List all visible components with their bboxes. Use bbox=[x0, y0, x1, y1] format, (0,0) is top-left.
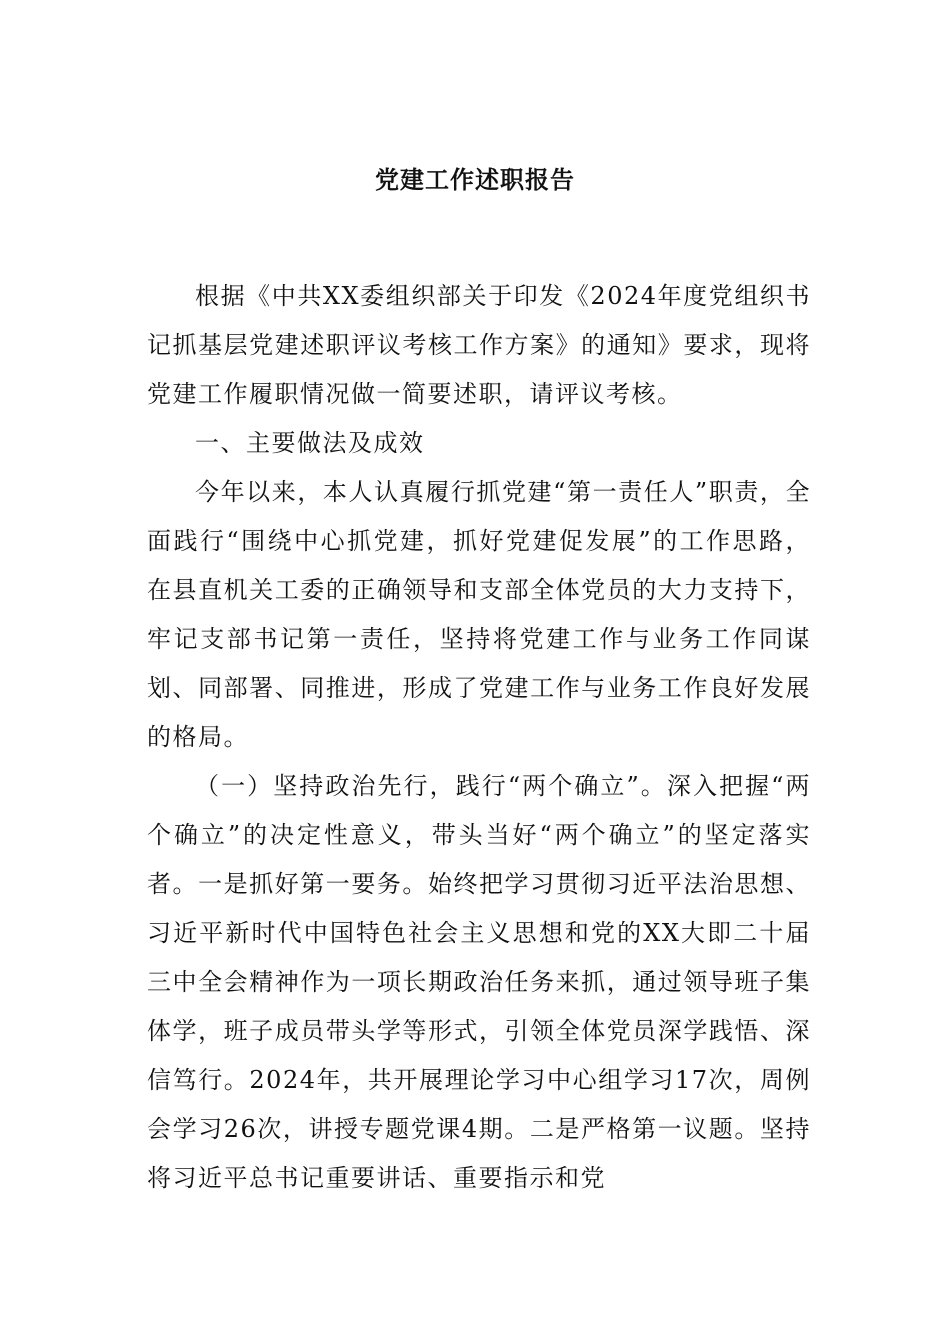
document-title: 党建工作述职报告 bbox=[375, 165, 575, 194]
document-body bbox=[147, 272, 811, 1203]
paragraph-overview: 今年以来，本人认真履行抓党建“第一责任人”职责，全面践行“围绕中心抓党建，抓好党建促发展”的工作思路，在县直机关工委的正确领导和支部全体党员的大力支持下，牢记支部书记第一责任，坚持将党建工作与业务工作同谋划、同部署、同推进，形成了党建工作与业务工作良好发展的格局。 bbox=[147, 478, 811, 751]
paragraph-subsection-1: （一）坚持政治先行，践行“两个确立”。深入把握“两个确立”的决定性意义，带头当好“两个确立”的坚定落实者。一是抓好第一要务。始终把学习贯彻习近平法治思想、习近平新时代中国特色社会主义思想和党的XX大即二十届三中全会精神作为一项长期政治任务来抓，通过领导班子集体学，班子成员带头学等形式，引领全体党员深学践悟、深信笃行。2024年，共开展理论学习中心组学习17次，周例会学习26次，讲授专题党课4期。二是严格第一议题。坚持将习近平总书记重要讲话、重要指示和党 bbox=[147, 772, 811, 1192]
section-heading: 一、主要做法及成效 bbox=[195, 429, 425, 457]
paragraph-intro: 根据《中共XX委组织部关于印发《2024年度党组织书记抓基层党建述职评议考核工作方案》的通知》要求，现将党建工作履职情况做一简要述职，请评议考核。 bbox=[147, 282, 811, 408]
